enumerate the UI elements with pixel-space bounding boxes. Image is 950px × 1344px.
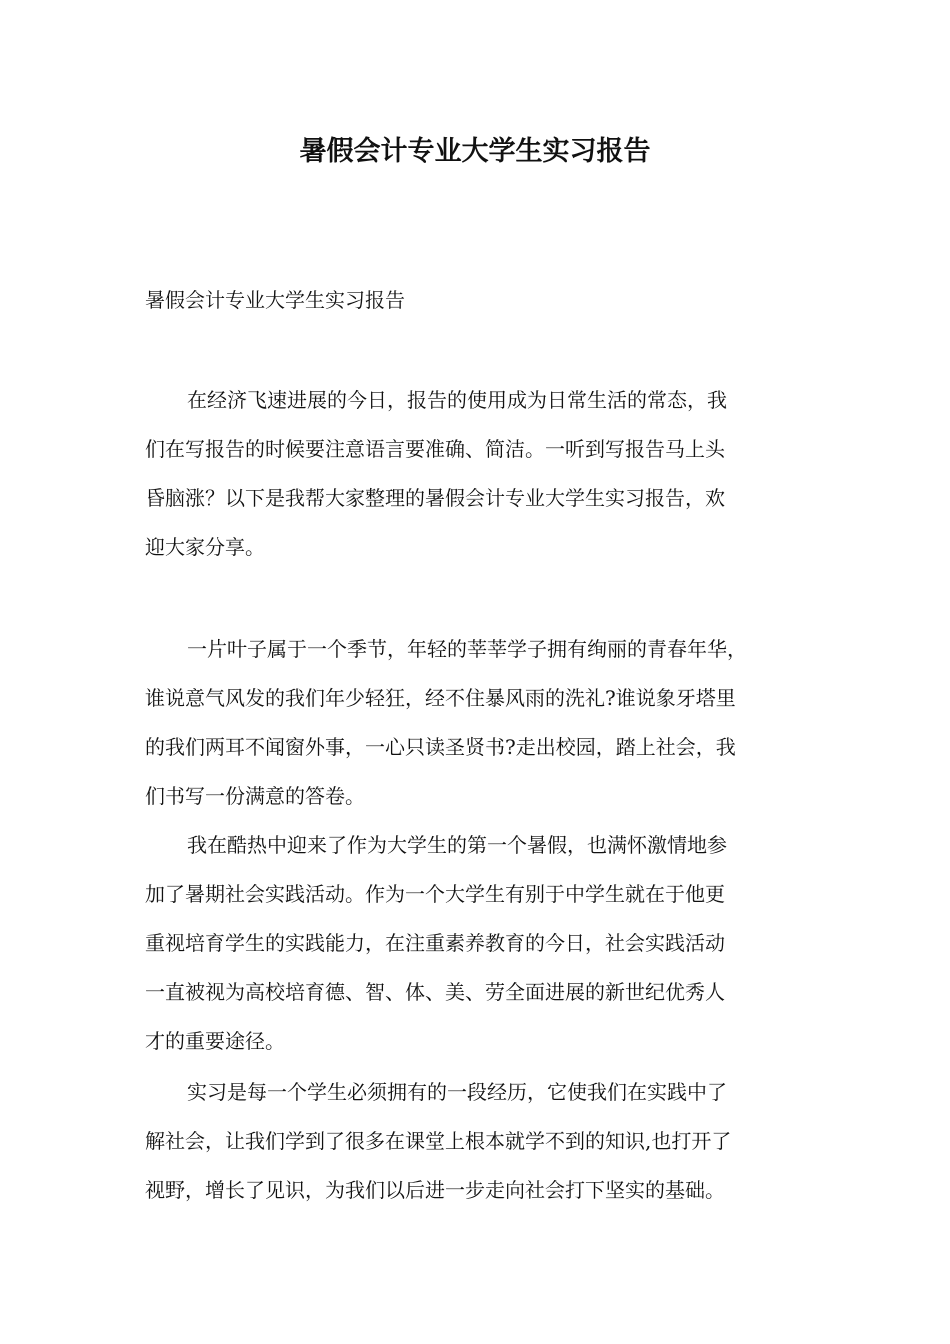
paragraph-line: 实习是每一个学生必须拥有的一段经历，它使我们在实践中了 (187, 1080, 727, 1104)
paragraph-intro (145, 376, 815, 572)
document-subtitle: 暑假会计专业大学生实习报告 (145, 288, 405, 312)
paragraph-line: 解社会，让我们学到了很多在课堂上根本就学不到的知识,也打开了 (145, 1129, 732, 1153)
paragraph-line: 加了暑期社会实践活动。作为一个大学生有别于中学生就在于他更 (145, 882, 725, 906)
paragraph-line: 迎大家分享。 (145, 535, 265, 559)
paragraph-line: 一直被视为高校培育德、智、体、美、劳全面进展的新世纪优秀人 (145, 980, 725, 1004)
paragraph-line: 一片叶子属于一个季节，年轻的莘莘学子拥有绚丽的青春年华， (187, 637, 747, 661)
paragraph-line: 们书写一份满意的答卷。 (145, 784, 365, 808)
paragraph-line: 昏脑涨？以下是我帮大家整理的暑假会计专业大学生实习报告，欢 (145, 486, 725, 510)
paragraph-summer (145, 821, 815, 1066)
paragraph-line: 在经济飞速进展的今日，报告的使用成为日常生活的常态，我 (187, 388, 727, 412)
paragraph-line: 的我们两耳不闻窗外事，一心只读圣贤书?走出校园，踏上社会，我 (145, 735, 736, 759)
paragraph-line: 视野，增长了见识，为我们以后进一步走向社会打下坚实的基础。 (145, 1178, 725, 1202)
document-title: 暑假会计专业大学生实习报告 (299, 136, 651, 167)
paragraph-line: 我在酷热中迎来了作为大学生的第一个暑假，也满怀激情地参 (187, 833, 727, 857)
paragraph-internship (145, 1068, 815, 1215)
paragraph-leaf (145, 625, 815, 821)
paragraph-line: 们在写报告的时候要注意语言要准确、简洁。一听到写报告马上头 (145, 437, 725, 461)
paragraph-line: 重视培育学生的实践能力，在注重素养教育的今日，社会实践活动 (145, 931, 725, 955)
paragraph-line: 才的重要途径。 (145, 1029, 285, 1053)
paragraph-line: 谁说意气风发的我们年少轻狂，经不住暴风雨的洗礼?谁说象牙塔里 (145, 686, 736, 710)
